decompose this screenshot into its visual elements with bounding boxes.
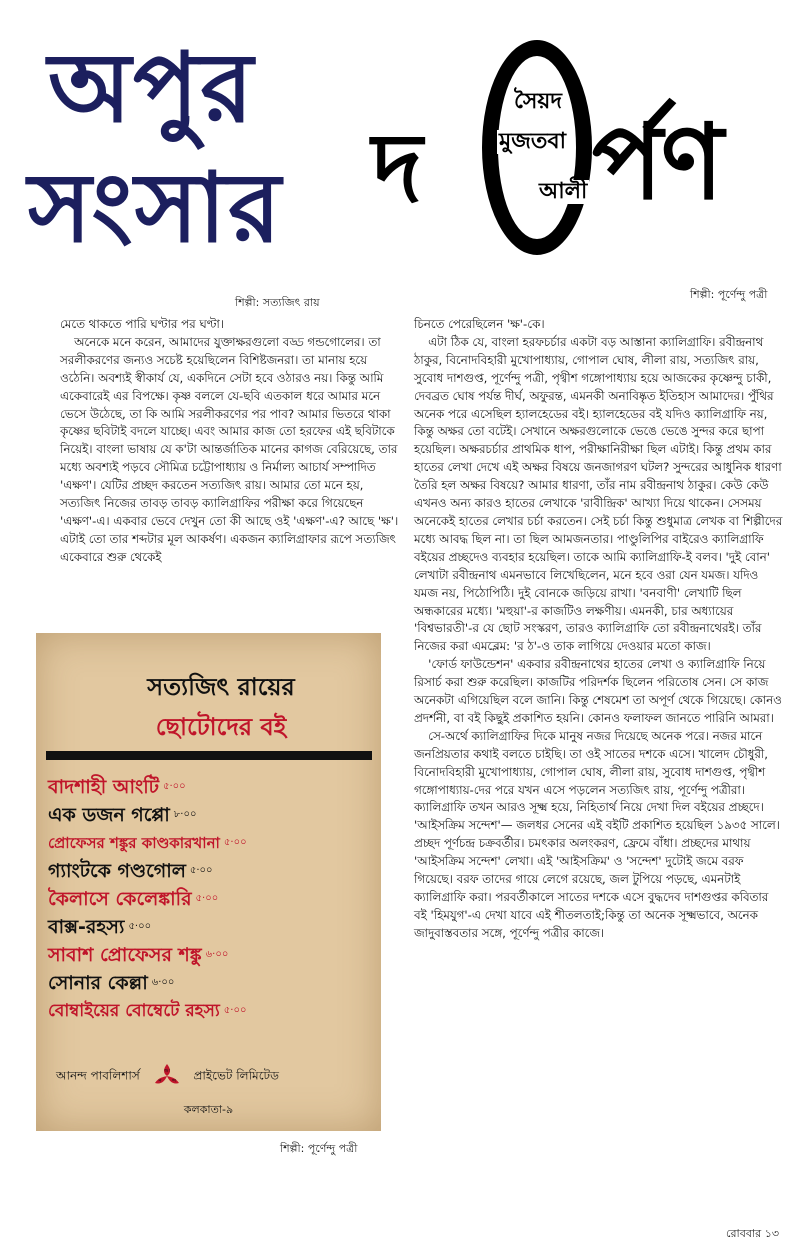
poster-credit: শিল্পী: পূর্ণেন্দু পত্রী xyxy=(280,1142,358,1155)
logo-letter: আ xyxy=(163,1068,170,1074)
book-price: ৫·০০ xyxy=(223,837,247,848)
poster-publisher xyxy=(56,1063,366,1089)
book-title: কৈলাসে কেলেঙ্কারি xyxy=(48,888,192,910)
book-price: ৫·০০ xyxy=(223,1005,247,1016)
book-title: বোম্বাইয়ের বোম্বেটে রহস্য xyxy=(48,1001,220,1021)
author-line-2: মুজতবা xyxy=(499,129,567,154)
darpan-right-glyph: র্পণ xyxy=(592,101,722,223)
book-advert-poster xyxy=(36,633,381,1131)
paragraph: অনেকে মনে করেন, আমাদের যুক্তাক্ষরগুলো বড্ড গন্ডগোলের। তা সরলীকরণের জন্যও সচেষ্ট হয়েছিলেন বিশিষ্টজনরা। তা মানায় হয়ে ওঠেনি। অবশ্যই স্বীকার্য যে, একদিনে সেটা হবে ওঠারও নয়। কিন্তু আমি একেবারেই এর বিপক্ষে। কৃষ্ণ বললে যে-ছবি এতকাল ধরে আমার মনে ভেসে উঠেছে, তা কি আমি সরলীকরণের পর পাব? আমার ভিতরে থাকা কৃষ্ণের ছবিটাই বদলে যাচ্ছে। এবং আমার কাজ তো হরফের এই ছবিটাকে নিয়েই। বাংলা ভাষায় যে ক'টা আন্তর্জাতিক মানের কাগজ বেরিয়েছে, তার মধ্যে অবশ্যই পড়বে সৌমিত্র চট্টোপাধ্যায় ও নির্মাল্য আচার্য সম্পাদিত 'এক্ষণ'। যেটির প্রচ্ছদ করতেন সত্যজিৎ রায়। আমার তো মনে হয়, সত্যজিৎ নিজের তাবড় তাবড় ক্যালিগ্রাফির পরীক্ষা করে গিয়েছেন 'এক্ষণ'-এ। একবার ভেবে দেখুন তো কী আছে ওই 'এক্ষণ'-এ? আছে 'ক্ষ'। এটাই তো তার শব্দটার মূল আকর্ষণ। একজন ক্যালিগ্রাফার রূপে সত্যজিৎ একেবারে শুরু থেকেই xyxy=(60,334,399,564)
logo-letter: ন xyxy=(158,1078,162,1084)
poster-book xyxy=(48,885,368,913)
left-art-credit: শিল্পী: সত্যজিৎ রায় xyxy=(235,296,320,309)
page-footer: রোববার ১৩ xyxy=(726,1227,779,1240)
book-price: ৫·০০ xyxy=(195,893,219,904)
author-line-3: আলী xyxy=(539,179,588,204)
publisher-name: আনন্দ পাবলিশার্স xyxy=(56,1068,140,1083)
darpan-calligraphy xyxy=(372,40,792,280)
book-title: এক ডজন গপ্পো xyxy=(48,804,170,826)
poster-book-list xyxy=(48,773,368,1025)
poster-book xyxy=(48,913,368,941)
book-title: প্রোফেসর শঙ্কুর কাণ্ডকারখানা xyxy=(48,834,220,852)
right-art-credit: শিল্পী: পূর্ণেন্দু পত্রী xyxy=(690,288,768,301)
publisher-city: কলকাতা-৯ xyxy=(183,1103,234,1116)
poster-book xyxy=(48,857,368,885)
calligraphy-line-2: সংসার xyxy=(28,152,283,264)
poster-book xyxy=(48,801,368,829)
poster-book xyxy=(48,941,368,969)
book-title: গ্যাংটকে গণ্ডগোল xyxy=(48,860,186,882)
book-title: সাবাশ প্রোফেসর শঙ্কু xyxy=(48,944,202,966)
book-title: সোনার কেল্লা xyxy=(48,972,148,994)
logo-letter: ন্দ xyxy=(171,1078,176,1084)
poster-book xyxy=(48,829,368,857)
paragraph: চিনতে পেরেছিলেন 'ক্ষ'-কে। xyxy=(414,317,545,331)
publisher-logo-icon xyxy=(154,1063,180,1089)
book-price: ৬·০০ xyxy=(151,977,175,988)
poster-book xyxy=(48,773,368,801)
paragraph: 'ফোর্ড ফাউন্ডেশন' একবার রবীন্দ্রনাথের হাতের লেখা ও ক্যালিগ্রাফি নিয়ে রিসার্চ করা শুরু করেছিল। কাজটির পরিদর্শক ছিলেন পরিতোষ সেন। সে কাজ অনেকটা এগিয়েছিল বলে জানি। কিন্তু শেষমেশ তা অপূর্ণ থেকে গিয়েছে। কোনও প্রদর্শনী, বা বই কিছুই প্রকাশিত হয়নি। কোনও ফলাফল জানতে পারিনি আমরা। xyxy=(414,657,782,725)
book-title: বাক্স-রহস্য xyxy=(48,916,125,938)
book-price: ৫·০০ xyxy=(162,781,186,792)
paragraph: সে-অর্থে ক্যালিগ্রাফির দিকে মানুষ নজর দিয়েছে অনেক পরে। নজর মানে জনপ্রিয়তার কথাই বলতে চাইছি। তা ওই সাতের দশকে এসে। খালেদ চৌধুরী, বিনোদবিহারী মুখোপাধ্যায়, গোপাল ঘোষ, লীলা রায়, সুবোধ দাশগুপ্ত, পৃথ্বীশ গঙ্গোপাধ্যায়-দের পরে যখন এসে পড়লেন সত্যজিৎ রায়, পূর্ণেন্দু পত্রীরা। ক্যালিগ্রাফি তখন আরও সূক্ষ্ম হয়ে, নিহিতার্থ নিয়ে দেখা দিল বইয়ের প্রচ্ছদে। 'আইসক্রিম সন্দেশ'— জলধর সেনের এই বইটি প্রকাশিত হয়েছিল ১৯৩৫ সালে। প্রচ্ছদ পূর্ণচন্দ্র চক্রবর্তীর। চমৎকার অলংকরণ, ফ্রেমে বাঁধা। প্রচ্ছদের মাথায় 'আইসক্রিম সন্দেশ' লেখা। এই 'আইসক্রিম' ও 'সন্দেশ' দুটোই জমে বরফ গিয়েছে। বরফ তাদের গায়ে লেগে রয়েছে, জল টুপিয়ে পড়ছে, এমনটাই ক্যালিগ্রাফি করা। পরবর্তীকালে সাতের দশকে এসে বুদ্ধদেব দাশগুপ্তর কবিতার বই 'হিমযুগ'-এ দেখা যাবে এই শীতলতাই;কিন্তু তা অনেক সূক্ষ্মভাবে, অনেক জাদুবাস্তবতার সঙ্গে, পূর্ণেন্দু পত্রীর কাজে। xyxy=(414,728,780,940)
apur-sansar-calligraphy xyxy=(28,32,348,290)
book-price: ৬·০০ xyxy=(205,949,229,960)
book-price: ৫·০০ xyxy=(189,865,213,876)
poster-book xyxy=(48,997,368,1025)
darpan-left-glyph: দ xyxy=(372,112,423,224)
book-price: ৮·০০ xyxy=(173,809,197,820)
publisher-suffix: প্রাইভেট লিমিটেড xyxy=(193,1068,279,1083)
article-column-right xyxy=(414,316,784,943)
calligraphy-line-1: অপুর xyxy=(48,32,256,144)
poster-divider xyxy=(46,751,372,760)
poster-subtitle: ছোটোদের বই xyxy=(155,713,287,741)
article-column-left xyxy=(60,316,400,567)
poster-title: সত্যজিৎ রায়ের xyxy=(147,673,295,701)
paragraph: মেতে থাকতে পারি ঘণ্টার পর ঘণ্টা। xyxy=(60,317,225,331)
author-line-1: সৈয়দ xyxy=(514,89,562,114)
paragraph: এটা ঠিক যে, বাংলা হরফচর্চার একটা বড় আস্তানা ক্যালিগ্রাফি। রবীন্দ্রনাথ ঠাকুর, বিনোদবিহারী মুখোপাধ্যায়, গোপাল ঘোষ, লীলা রায়, সত্যজিৎ রায়, সুবোধ দাশগুপ্ত, পূর্ণেন্দু পত্রী, পৃথ্বীশ গঙ্গোপাধ্যায় হয়ে আজকের কৃষ্ণেন্দু চাকী, দেবব্রত ঘোষ পর্যন্ত দীর্ঘ, অফুরন্ত, এমনকী অনাবিষ্কৃত ইতিহাস আমাদের। পুঁথির অনেক পরে এসেছিল হ্যালহেডের বই। হ্যালহেডের বই যদিও ক্যালিগ্রাফি নয়, কিন্তু অক্ষর তো বটেই। সেখানে অক্ষরগুলোকে ভেঙে ভেঙে সুন্দর করে ছাপা হয়েছিল। অক্ষরচর্চার প্রাথমিক ধাপ, পরীক্ষানিরীক্ষা ছিল এটাই। কিন্তু প্রথম কার হাতের লেখা দেখে এই অক্ষর বিষয়ে জনজাগরণ ঘটল? সুন্দরের আধুনিক ধারণা তৈরি হল অক্ষর বিষয়ে? আমার ধারণা, তাঁর নাম রবীন্দ্রনাথ ঠাকুর। কেউ কেউ এখনও অন্য কারও হাতের লেখাকে 'রাবীন্দ্রিক' আখ্যা দিয়ে থাকেন। সেসময় অনেকেই হাতের লেখার চর্চা করতেন। সেই চর্চা কিন্তু শুধুমাত্র লেখক বা শিল্পীদের মধ্যে আবদ্ধ ছিল না। তা ছিল আমজনতার। পাণ্ডুলিপির বাইরেও ক্যালিগ্রাফি বইয়ের প্রচ্ছদেও ব্যবহার হয়েছিল। তাকে আমি ক্যালিগ্রাফি-ই বলব। 'দুই বোন' লেখাটা রবীন্দ্রনাথ এমনভাবে লিখেছিলেন, মনে হবে ওরা যেন যমজ। যদিও যমজ নয়, পিঠোপিঠি। দুই বোনকে জড়িয়ে রাখা। 'বনবাণী' লেখাটি ছিল অন্ধকারের মধ্যে। 'মহুয়া'-র কাজটিও লক্ষণীয়। এমনকী, চার অধ্যায়ের 'বিশ্বভারতী'-র যে ছোট সংস্করণ, তারও ক্যালিগ্রাফি তো রবীন্দ্রনাথেরই। তাঁর নিজের করা এমব্লেম: 'র ঠ'-ও তাক লাগিয়ে দেওয়ার মতো কাজ। xyxy=(414,334,783,654)
book-price: ৫·০০ xyxy=(128,921,152,932)
book-title: বাদশাহী আংটি xyxy=(48,776,159,798)
poster-book xyxy=(48,969,368,997)
